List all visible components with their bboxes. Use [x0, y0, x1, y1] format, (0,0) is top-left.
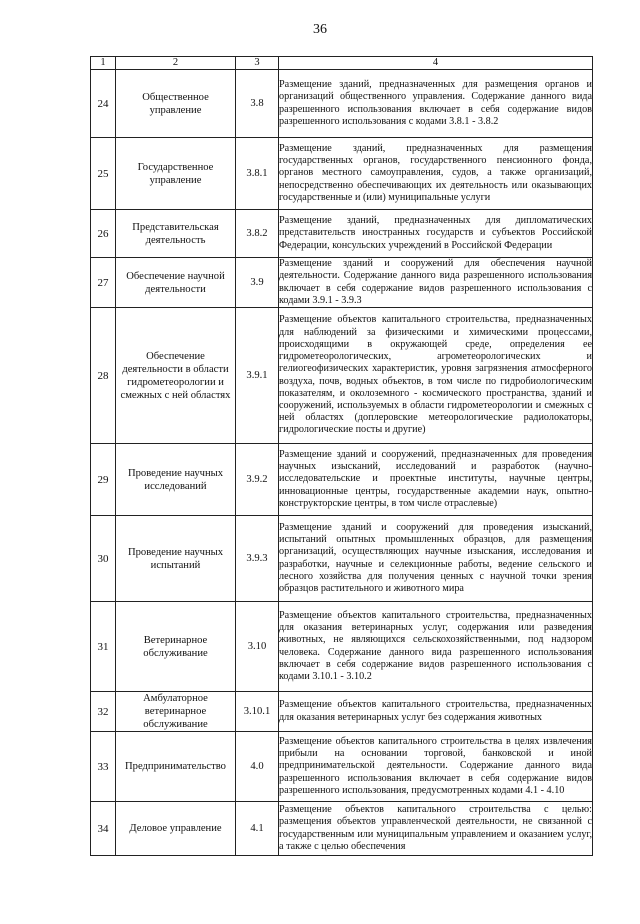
use-type-name: Обеспечение научной деятельности	[116, 258, 236, 308]
use-type-code: 3.10	[236, 602, 279, 692]
use-type-code: 3.9	[236, 258, 279, 308]
column-header: 3	[236, 57, 279, 70]
table-row	[91, 692, 593, 732]
table-row	[91, 516, 593, 602]
use-type-description: Размещение объектов капитального строительства, предназначенных для наблюдений за физическими и химическими процессами, происходящими в окружающей среде, определения ее гидрометеорологических, агрометеорологических и гелиогеофизических характеристик, уровня загрязнения атмосферного воздуха, почв, водных объектов, в том числе по гидробиологическим показателям, и околоземного - космического пространства, зданий и сооружений, используемых в области гидрометеорологии и смежных с ней областях (доплеровские метеорологические радиолокаторы, гидрологические посты и другие)	[279, 308, 593, 444]
use-type-name: Государственное управление	[116, 138, 236, 210]
use-type-code: 4.1	[236, 802, 279, 856]
table-row	[91, 444, 593, 516]
use-type-description: Размещение объектов капитального строительства в целях извлечения прибыли на основании торговой, банковской и иной предпринимательской деятельности. Содержание данного вида разрешенного использования включает в себя содержание видов разрешенного использования, предусмотренных кодами 4.1 - 4.10	[279, 732, 593, 802]
table-row	[91, 802, 593, 856]
use-type-description: Размещение зданий и сооружений для обеспечения научной деятельности. Содержание данного вида разрешенного использования включает в себя содержание видов разрешенного использования с кодами 3.9.1 - 3.9.3	[279, 258, 592, 306]
page-number: 36	[313, 22, 327, 37]
use-type-code: 3.9.2	[236, 444, 279, 516]
use-type-code: 3.8	[236, 70, 279, 138]
use-type-name: Общественное управление	[116, 70, 236, 138]
row-number: 33	[91, 732, 116, 802]
row-number: 31	[91, 602, 116, 692]
row-number: 26	[91, 210, 116, 258]
use-type-code: 3.10.1	[236, 692, 279, 732]
table-row	[91, 70, 593, 138]
column-header: 2	[116, 57, 236, 70]
use-type-code: 3.9.1	[236, 308, 279, 444]
row-number: 25	[91, 138, 116, 210]
table-row	[91, 732, 593, 802]
use-type-description: Размещение объектов капитального строительства, предназначенных для оказания ветеринарных услуг без содержания животных	[279, 692, 593, 732]
use-type-name: Предпринимательство	[116, 732, 236, 802]
row-number: 28	[91, 308, 116, 444]
use-type-code: 4.0	[236, 732, 279, 802]
row-number: 32	[91, 692, 116, 732]
use-type-code: 3.8.2	[236, 210, 279, 258]
table-header-row	[91, 57, 593, 70]
row-number: 29	[91, 444, 116, 516]
use-type-description: Размещение зданий и сооружений для проведения изысканий, испытаний опытных промышленных образцов, для размещения организаций, осуществляющих научные изыскания, исследования и разработки, научные и селекционные работы, ведение сельского и лесного хозяйства для получения ценных с научной точки зрения образцов растительного и животного мира	[279, 516, 593, 602]
use-type-code: 3.9.3	[236, 516, 279, 602]
use-type-name: Ветеринарное обслуживание	[116, 602, 236, 692]
use-type-description: Размещение зданий, предназначенных для размещения государственных органов, государственного пенсионного фонда, органов местного самоуправления, судов, а также организаций, непосредственно обеспечивающих их деятельность или оказывающих государственные и (или) муниципальные услуги	[279, 138, 593, 210]
use-type-description: Размещение зданий, предназначенных для дипломатических представительств иностранных государств и субъектов Российской Федерации, консульских учреждений в Российской Федерации	[279, 210, 593, 258]
row-number: 30	[91, 516, 116, 602]
use-type-name: Представительская деятельность	[116, 210, 236, 258]
row-number: 24	[91, 70, 116, 138]
use-type-name: Амбулаторное ветеринарное обслуживание	[116, 692, 236, 732]
table-row	[91, 210, 593, 258]
column-header: 4	[279, 57, 593, 70]
use-type-description: Размещение зданий и сооружений, предназначенных для проведения научных изысканий, исследований и разработок (научно-исследовательские и проектные институты, научные центры, инновационные центры, государственные академии наук, опытно-конструкторские центры, в том числе отраслевые)	[279, 444, 593, 516]
use-type-code: 3.8.1	[236, 138, 279, 210]
table-row	[91, 138, 593, 210]
table-row	[91, 258, 593, 308]
use-type-name: Проведение научных исследований	[116, 444, 236, 516]
column-header: 1	[91, 57, 116, 70]
use-type-description: Размещение зданий, предназначенных для размещения органов и организаций общественного управления. Содержание данного вида разрешенного использования включает в себя содержание видов разрешенного использования с кодами 3.8.1 - 3.8.2	[279, 70, 593, 138]
table-row	[91, 308, 593, 444]
row-number: 34	[91, 802, 116, 856]
use-type-description: Размещение объектов капитального строительства, предназначенных для оказания ветеринарных услуг, содержания или разведения животных, не являющихся сельскохозяйственными, под надзором человека. Содержание данного вида разрешенного использования включает в себя содержание видов разрешенного использования с кодами 3.10.1 - 3.10.2	[279, 602, 593, 692]
use-type-name: Деловое управление	[116, 802, 236, 856]
land-use-table	[90, 56, 593, 856]
use-type-name: Проведение научных испытаний	[116, 516, 236, 602]
row-number: 27	[91, 258, 116, 308]
use-type-description: Размещение объектов капитального строительства с целью: размещения объектов управленческой деятельности, не связанной с государственным или муниципальным управлением и оказанием услуг, а также с целью обеспечения	[279, 802, 593, 856]
table-row	[91, 602, 593, 692]
use-type-name: Обеспечение деятельности в области гидрометеорологии и смежных с ней областях	[116, 308, 236, 444]
